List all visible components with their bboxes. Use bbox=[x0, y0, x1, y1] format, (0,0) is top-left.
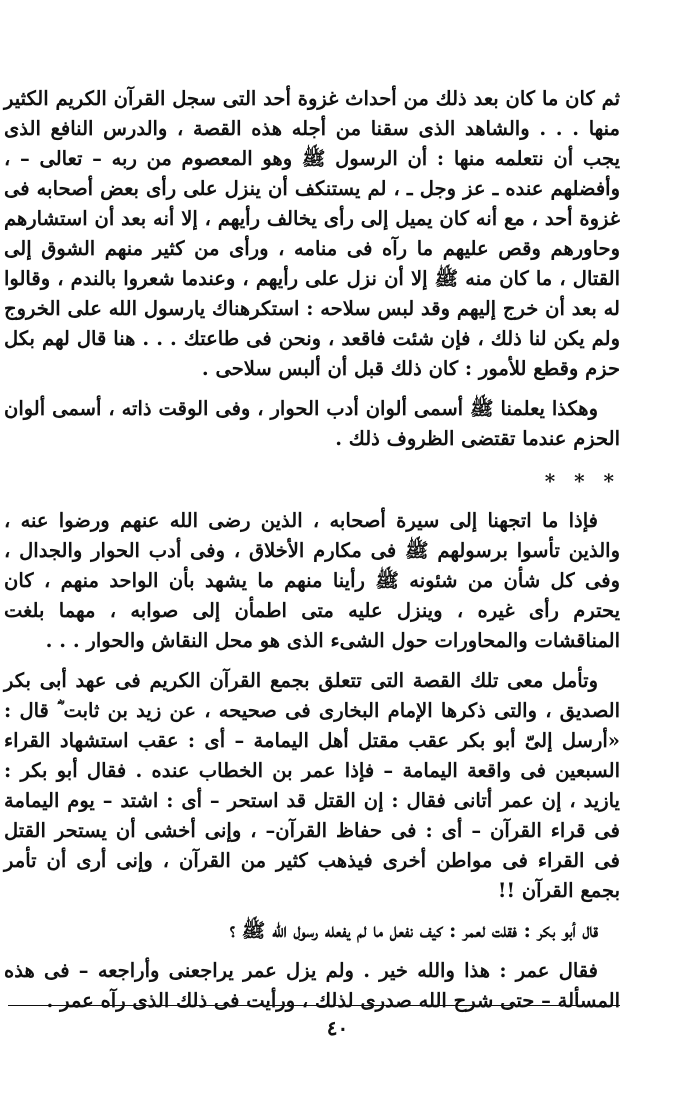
paragraph-companions: فإذا ما اتجهنا إلى سيرة أصحابه ، الذين رضى الله عنهم ورضوا عنه ، والذين تأسوا برسولهم ﷺ فى مكارم الأخلاق ، وفى أدب الحوار والجدال ، وفى كل شأن من شئونه ﷺ رأينا منهم ما يشهد بأن الواحد منهم ، كان يحترم رأى غيره ، وينزل عليه متى اطمأن إلى صوابه ، مهما بلغت المناقشات والمحاورات حول الشىء الذى هو محل النقاش والحوار . . . bbox=[4, 509, 620, 652]
paragraph-manners-of-dialogue: وهكذا يعلمنا ﷺ أسمى ألوان أدب الحوار ، وفى الوقت ذاته ، أسمى ألوان الحزم عندما تقتضى الظروف ذلك . bbox=[4, 397, 620, 450]
body-text bbox=[4, 84, 620, 1016]
footer-divider bbox=[8, 1005, 620, 1006]
paragraph-abu-bakr-reply: قال أبو بكر : فقلت لعمر : كيف نفعل ما لم يفعله رسول الله ﷺ ؟ bbox=[229, 919, 598, 942]
page-number: ٤٠ bbox=[326, 1016, 349, 1040]
paragraph-quran-compilation: وتأمل معى تلك القصة التى تتعلق بجمع القرآن الكريم فى عهد أبى بكر الصديق ، والتى ذكرها الإمام البخارى فى صحيحه ، عن زيد بن ثابت ؓ قال : «أرسل إلىّ أبو بكر عقب مقتل أهل اليمامة – أى : عقب استشهاد القراء السبعين فى واقعة اليمامة – فإذا عمر بن الخطاب عنده . فقال أبو بكر : يازيد ، إن عمر أتانى فقال : إن القتل قد استحر – أى : اشتد – يوم اليمامة فى قراء القرآن – أى : فى حفاظ القرآن– ، وإنى أخشى أن يستحر القتل فى القراء فى مواطن أخرى فيذهب كثير من القرآن ، وإنى أرى أن تأمر بجمع القرآن !! bbox=[4, 669, 620, 902]
paragraph-uhud-lesson: ثم كان ما كان بعد ذلك من أحداث غزوة أحد التى سجل القرآن الكريم الكثير منها . . . والشاهد الذى سقنا من أجله هذه القصة ، والدرس النافع الذى يجب أن نتعلمه منها : أن الرسول ﷺ وهو المعصوم من ربه – تعالى – ، وأفضلهم عنده ـ عز وجل ـ ، لم يستنكف أن ينزل على رأى بعض أصحابه فى غزوة أحد ، مع أنه كان يميل إلى رأى يخالف رأيهم ، إلا أنه بعد أن استشارهم وحاورهم وقص عليهم ما رآه فى منامه ، ورأى من كثير منهم الشوق إلى القتال ، ما كان منه ﷺ إلا أن نزل على رأيهم ، وعندما شعروا بالندم ، وقالوا له بعد أن خرج إليهم وقد لبس سلاحه : استكرهناك يارسول الله على الخروج ولم يكن لنا ذلك ، فإن شئت فاقعد ، ونحن فى طاعتك . . . هنا قال لهم بكل حزم وقطع للأمور : كان ذلك قبل أن ألبس سلاحى . bbox=[4, 87, 620, 380]
section-separator: * * * bbox=[544, 469, 620, 493]
paragraph-umar-reply: فقال عمر : هذا والله خير . ولم يزل عمر يراجعنى وأراجعه – فى هذه المسألة – حتى شرح الله صدرى لذلك ، ورأيت فى ذلك الذى رآه عمر . bbox=[4, 959, 620, 1012]
